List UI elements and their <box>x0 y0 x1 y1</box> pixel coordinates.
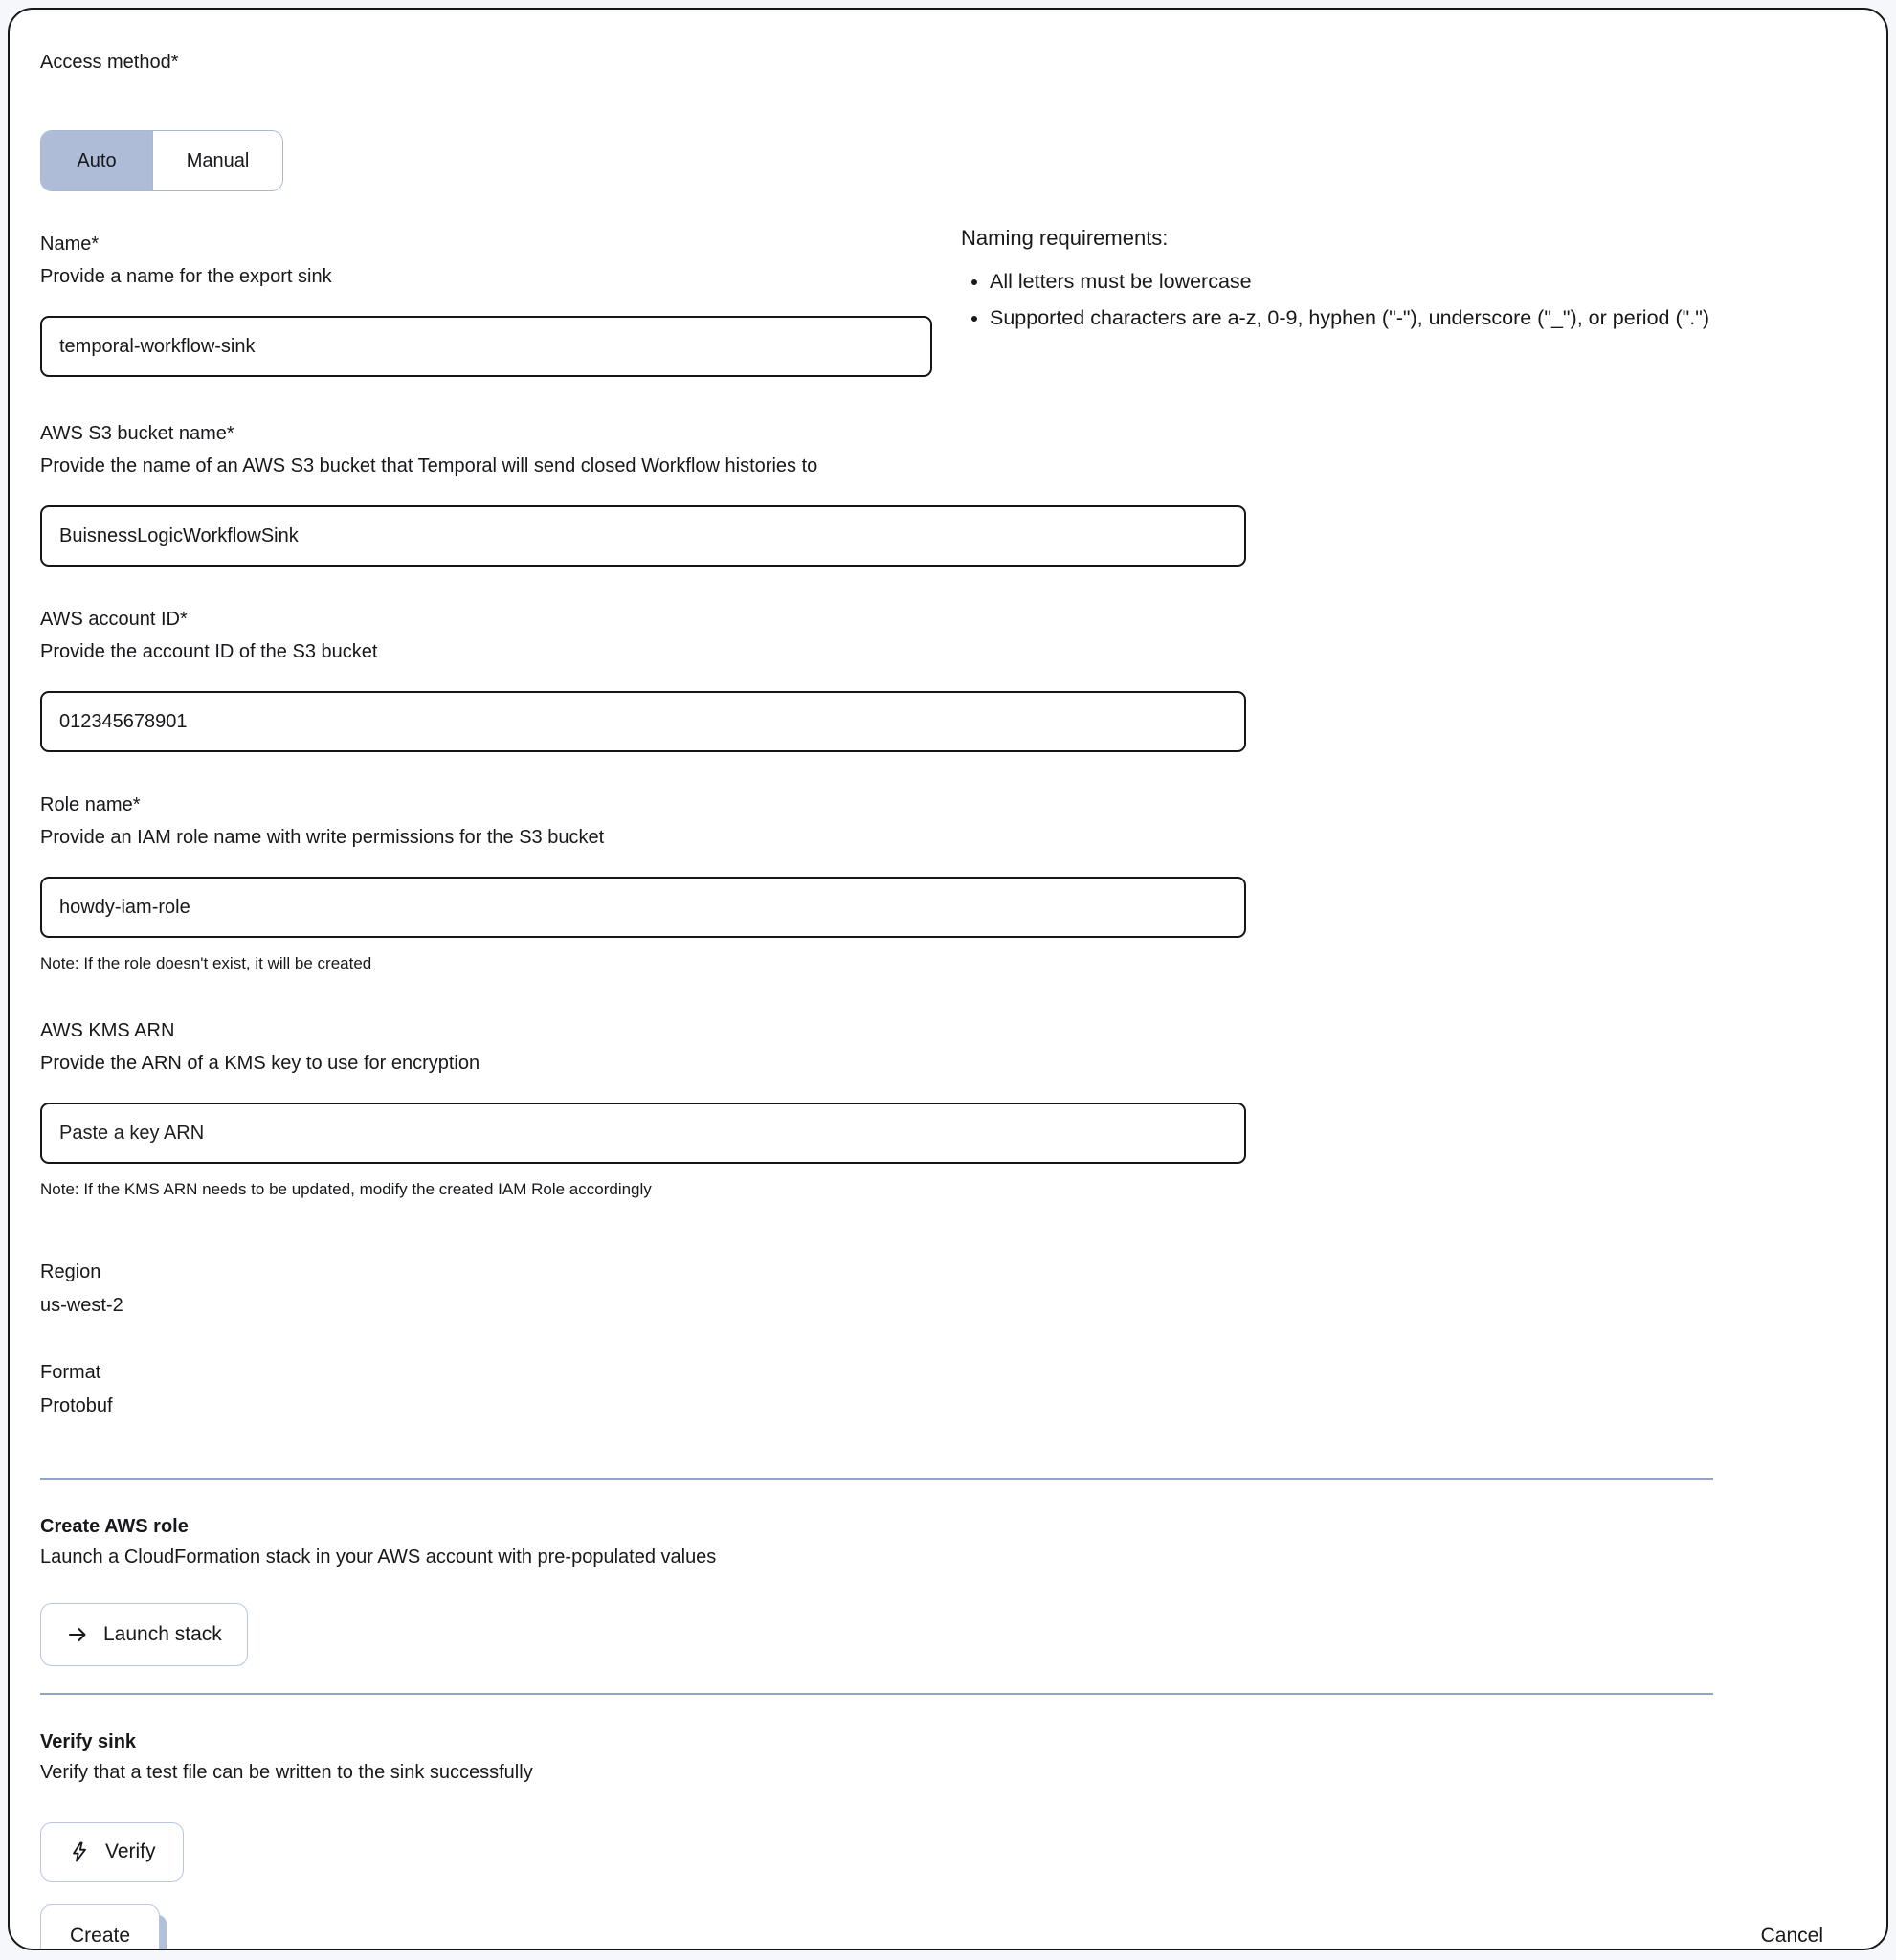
s3-bucket-field-block <box>40 421 1856 567</box>
role-name-description: Provide an IAM role name with write permissions for the S3 bucket <box>40 827 605 848</box>
kms-arn-label: AWS KMS ARN <box>40 1020 175 1041</box>
naming-requirements-title: Naming requirements: <box>961 226 1169 250</box>
naming-requirements <box>961 224 1727 377</box>
create-button[interactable]: Create <box>40 1904 160 1950</box>
verify-sink-section <box>40 1731 1856 1882</box>
naming-requirements-list <box>961 266 1727 333</box>
name-field-block <box>40 232 932 377</box>
role-name-field-block <box>40 792 1856 974</box>
name-field-description: Provide a name for the export sink <box>40 266 332 287</box>
create-aws-role-title: Create AWS role <box>40 1516 189 1537</box>
launch-stack-label: Launch stack <box>103 1623 222 1645</box>
create-aws-role-section <box>40 1516 1856 1666</box>
s3-bucket-input[interactable] <box>40 505 1246 567</box>
format-block <box>40 1360 1856 1418</box>
kms-arn-input[interactable] <box>40 1102 1246 1164</box>
region-block <box>40 1259 1856 1318</box>
create-aws-role-description: Launch a CloudFormation stack in your AWS account with pre-populated values <box>40 1547 717 1568</box>
account-id-description: Provide the account ID of the S3 bucket <box>40 641 378 662</box>
lightning-icon <box>68 1840 91 1863</box>
toggle-option-auto[interactable]: Auto <box>41 131 152 190</box>
role-name-label: Role name* <box>40 794 141 815</box>
kms-arn-field-block <box>40 1018 1856 1200</box>
format-value: Protobuf <box>40 1395 113 1416</box>
s3-bucket-label: AWS S3 bucket name* <box>40 423 234 444</box>
name-input[interactable] <box>40 316 932 377</box>
form-actions <box>40 1904 1852 1950</box>
access-method-label: Access method* <box>40 52 179 73</box>
role-name-note: Note: If the role doesn't exist, it will be created <box>40 954 372 972</box>
section-divider <box>40 1478 1713 1480</box>
toggle-option-manual[interactable]: Manual <box>152 131 282 190</box>
verify-sink-description: Verify that a test file can be written to the sink successfully <box>40 1762 533 1783</box>
verify-sink-title: Verify sink <box>40 1731 137 1752</box>
s3-bucket-description: Provide the name of an AWS S3 bucket that Temporal will send closed Workflow histories to <box>40 456 818 477</box>
naming-requirement-item: • All letters must be lowercase <box>990 266 1727 297</box>
access-method-toggle <box>40 130 283 191</box>
region-value: us-west-2 <box>40 1295 123 1316</box>
format-label: Format <box>40 1362 101 1383</box>
role-name-input[interactable] <box>40 877 1246 938</box>
account-id-field-block <box>40 607 1856 752</box>
export-sink-form <box>8 8 1888 1950</box>
verify-label: Verify <box>105 1840 156 1862</box>
arrow-right-icon <box>66 1623 89 1646</box>
region-label: Region <box>40 1261 101 1282</box>
cancel-button[interactable]: Cancel <box>1760 1925 1823 1947</box>
kms-arn-note: Note: If the KMS ARN needs to be updated, modify the created IAM Role accordingly <box>40 1180 652 1198</box>
verify-button[interactable] <box>40 1822 184 1882</box>
name-and-requirements-row <box>40 226 1856 377</box>
section-divider <box>40 1693 1713 1695</box>
naming-requirement-item: • Supported characters are a-z, 0-9, hyphen ("-"), underscore ("_"), or period (".") <box>990 302 1727 333</box>
account-id-input[interactable] <box>40 691 1246 752</box>
account-id-label: AWS account ID* <box>40 609 188 630</box>
launch-stack-button[interactable] <box>40 1603 248 1666</box>
kms-arn-description: Provide the ARN of a KMS key to use for encryption <box>40 1053 480 1074</box>
name-field-label: Name* <box>40 234 100 255</box>
